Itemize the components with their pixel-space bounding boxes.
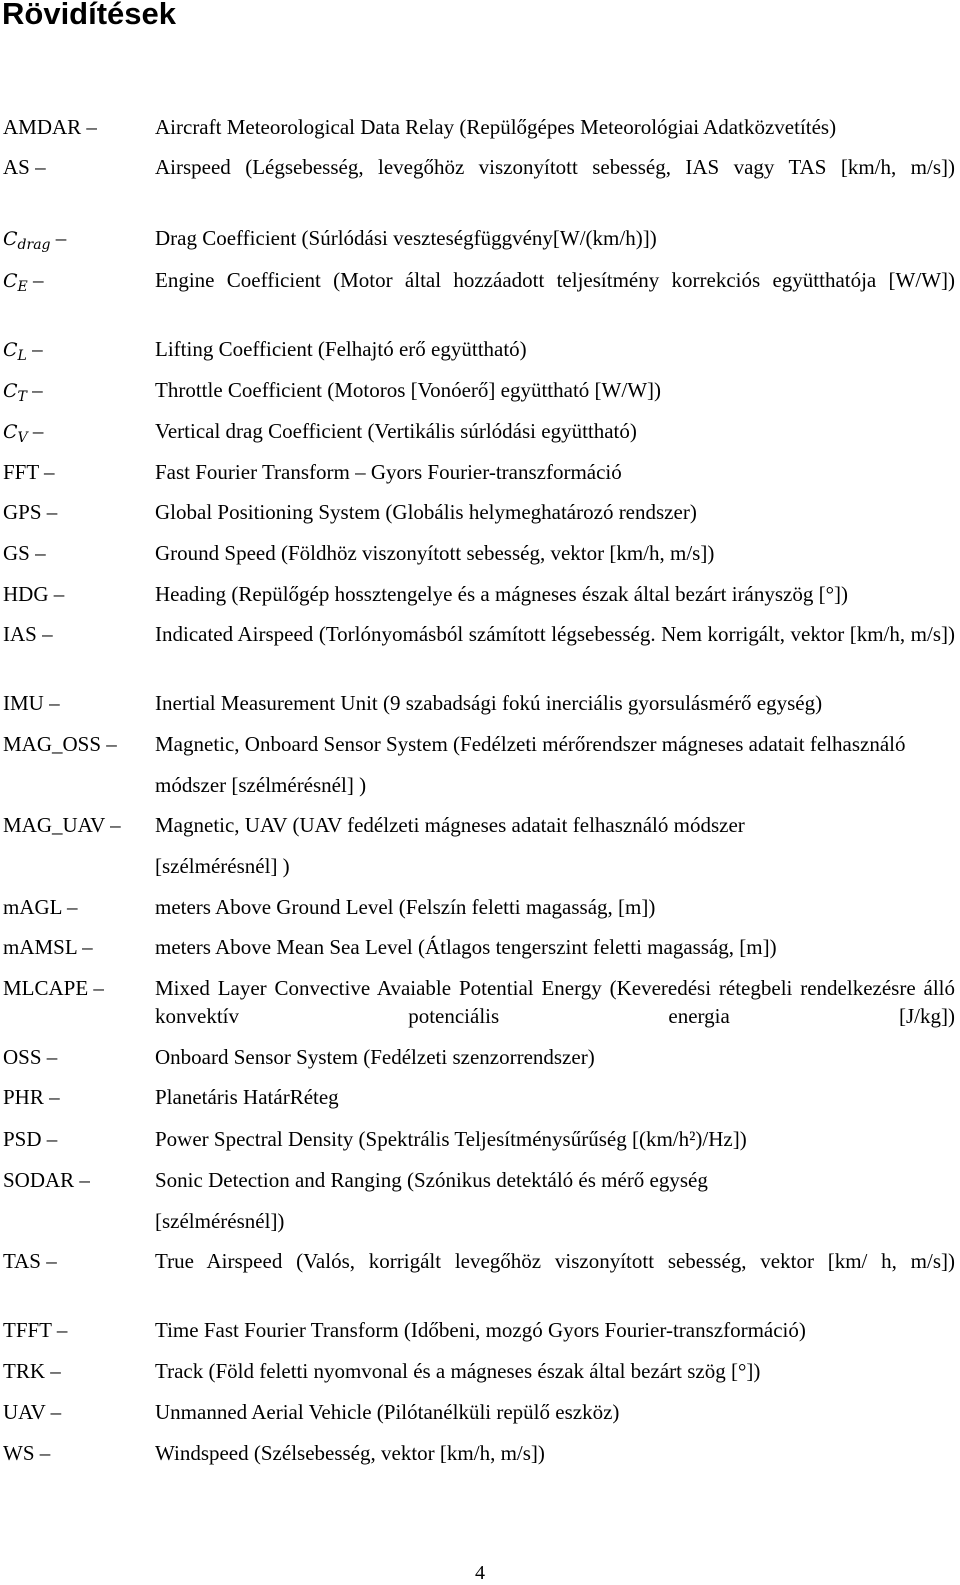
definition: Heading (Repülőgép hossztengelye és a mágneses észak által bezárt irányszög [°]) [155, 582, 848, 606]
definition: Onboard Sensor System (Fedélzeti szenzorrendszer) [155, 1045, 595, 1069]
abbreviation: mAGL – [3, 895, 78, 919]
abbreviation: $C_E$ – [3, 268, 44, 295]
abbreviation: FFT – [3, 460, 55, 484]
definition: Power Spectral Density (Spektrális Teljesítménysűrűség [(km/h²)/Hz]) [155, 1127, 747, 1151]
abbreviation: GPS – [3, 500, 58, 524]
abbreviation: MAG_UAV – [3, 813, 121, 837]
definition: Engine Coefficient (Motor által hozzáadott teljesítmény korrekciós együtthatója [W/W]) [155, 268, 955, 292]
abbreviation: $C_V$ – [3, 419, 44, 446]
page-title: Rövidítések [2, 0, 177, 31]
definition: Unmanned Aerial Vehicle (Pilótanélküli repülő eszköz) [155, 1400, 620, 1424]
abbreviation: TFFT – [3, 1318, 68, 1342]
definition: Inertial Measurement Unit (9 szabadsági fokú inerciális gyorsulásmérő egység) [155, 691, 823, 715]
definition: Airspeed (Légsebesség, levegőhöz viszonyított sebesség, IAS vagy TAS [km/h, m/s]) [155, 155, 955, 179]
definition: Global Positioning System (Globális helymeghatározó rendszer) [155, 500, 697, 524]
definition: Drag Coefficient (Súrlódási veszteségfüggvény[W/(km/h)]) [155, 226, 657, 250]
definition: True Airspeed (Valós, korrigált levegőhöz viszonyított sebesség, vektor [km/ h, m/s]) [155, 1249, 955, 1273]
definition: Time Fast Fourier Transform (Időbeni, mozgó Gyors Fourier-transzformáció) [155, 1318, 806, 1342]
abbreviation: $C_{drag}$ – [3, 226, 67, 253]
abbreviation: WS – [3, 1441, 51, 1465]
definition: Lifting Coefficient (Felhajtó erő együttható) [155, 337, 527, 361]
abbreviation: TAS – [3, 1249, 57, 1273]
definition: meters Above Mean Sea Level (Átlagos tengerszint feletti magasság, [m]) [155, 935, 777, 959]
definition: Indicated Airspeed (Torlónyomásból számított légsebesség. Nem korrigált, vektor [km/h, m/s]) [155, 622, 955, 646]
definition: Track (Föld feletti nyomvonal és a mágneses észak által bezárt szög [°]) [155, 1359, 761, 1383]
abbreviation: AS – [3, 155, 46, 179]
abbreviation: mAMSL – [3, 935, 93, 959]
abbreviation: $C_L$ – [3, 337, 43, 364]
abbreviation: MAG_OSS – [3, 732, 117, 756]
page-number: 4 [475, 1562, 485, 1584]
abbreviation: $C_T$ – [3, 378, 43, 405]
abbreviation: SODAR – [3, 1168, 90, 1192]
definition: Aircraft Meteorological Data Relay (Repülőgépes Meteorológiai Adatközvetítés) [155, 115, 837, 139]
definition: Windspeed (Szélsebesség, vektor [km/h, m/s]) [155, 1441, 545, 1465]
abbreviation: OSS – [3, 1045, 58, 1069]
abbreviation: PSD – [3, 1127, 58, 1151]
abbreviation: GS – [3, 541, 46, 565]
definition: Throttle Coefficient (Motoros [Vonóerő] együttható [W/W]) [155, 378, 661, 402]
definition: Mixed Layer Convective Avaiable Potential Energy (Keveredési rétegbeli rendelkezésre álló konvektív potenciális energia [J/kg]) [155, 976, 955, 1028]
definition: Sonic Detection and Ranging (Szónikus detektáló és mérő egység [szélmérésnél]) [155, 1168, 708, 1233]
abbreviation: MLCAPE – [3, 976, 104, 1000]
definition: meters Above Ground Level (Felszín feletti magasság, [m]) [155, 895, 656, 919]
definition: Ground Speed (Földhöz viszonyított sebesség, vektor [km/h, m/s]) [155, 541, 715, 565]
abbreviation: AMDAR – [3, 115, 97, 139]
abbreviation: TRK – [3, 1359, 61, 1383]
abbreviation: UAV – [3, 1400, 62, 1424]
abbreviation: IAS – [3, 622, 53, 646]
definition: Magnetic, UAV (UAV fedélzeti mágneses adatait felhasználó módszer [szélmérésnél] ) [155, 813, 745, 878]
abbreviation: HDG – [3, 582, 65, 606]
definition: Magnetic, Onboard Sensor System (Fedélzeti mérőrendszer mágneses adatait felhasználó módszer [szélmérésnél] ) [155, 732, 906, 797]
abbreviation: PHR – [3, 1085, 60, 1109]
definition: Fast Fourier Transform – Gyors Fourier-transzformáció [155, 460, 622, 484]
definition: Planetáris HatárRéteg [155, 1085, 339, 1109]
definition: Vertical drag Coefficient (Vertikális súrlódási együttható) [155, 419, 637, 443]
abbreviation: IMU – [3, 691, 60, 715]
